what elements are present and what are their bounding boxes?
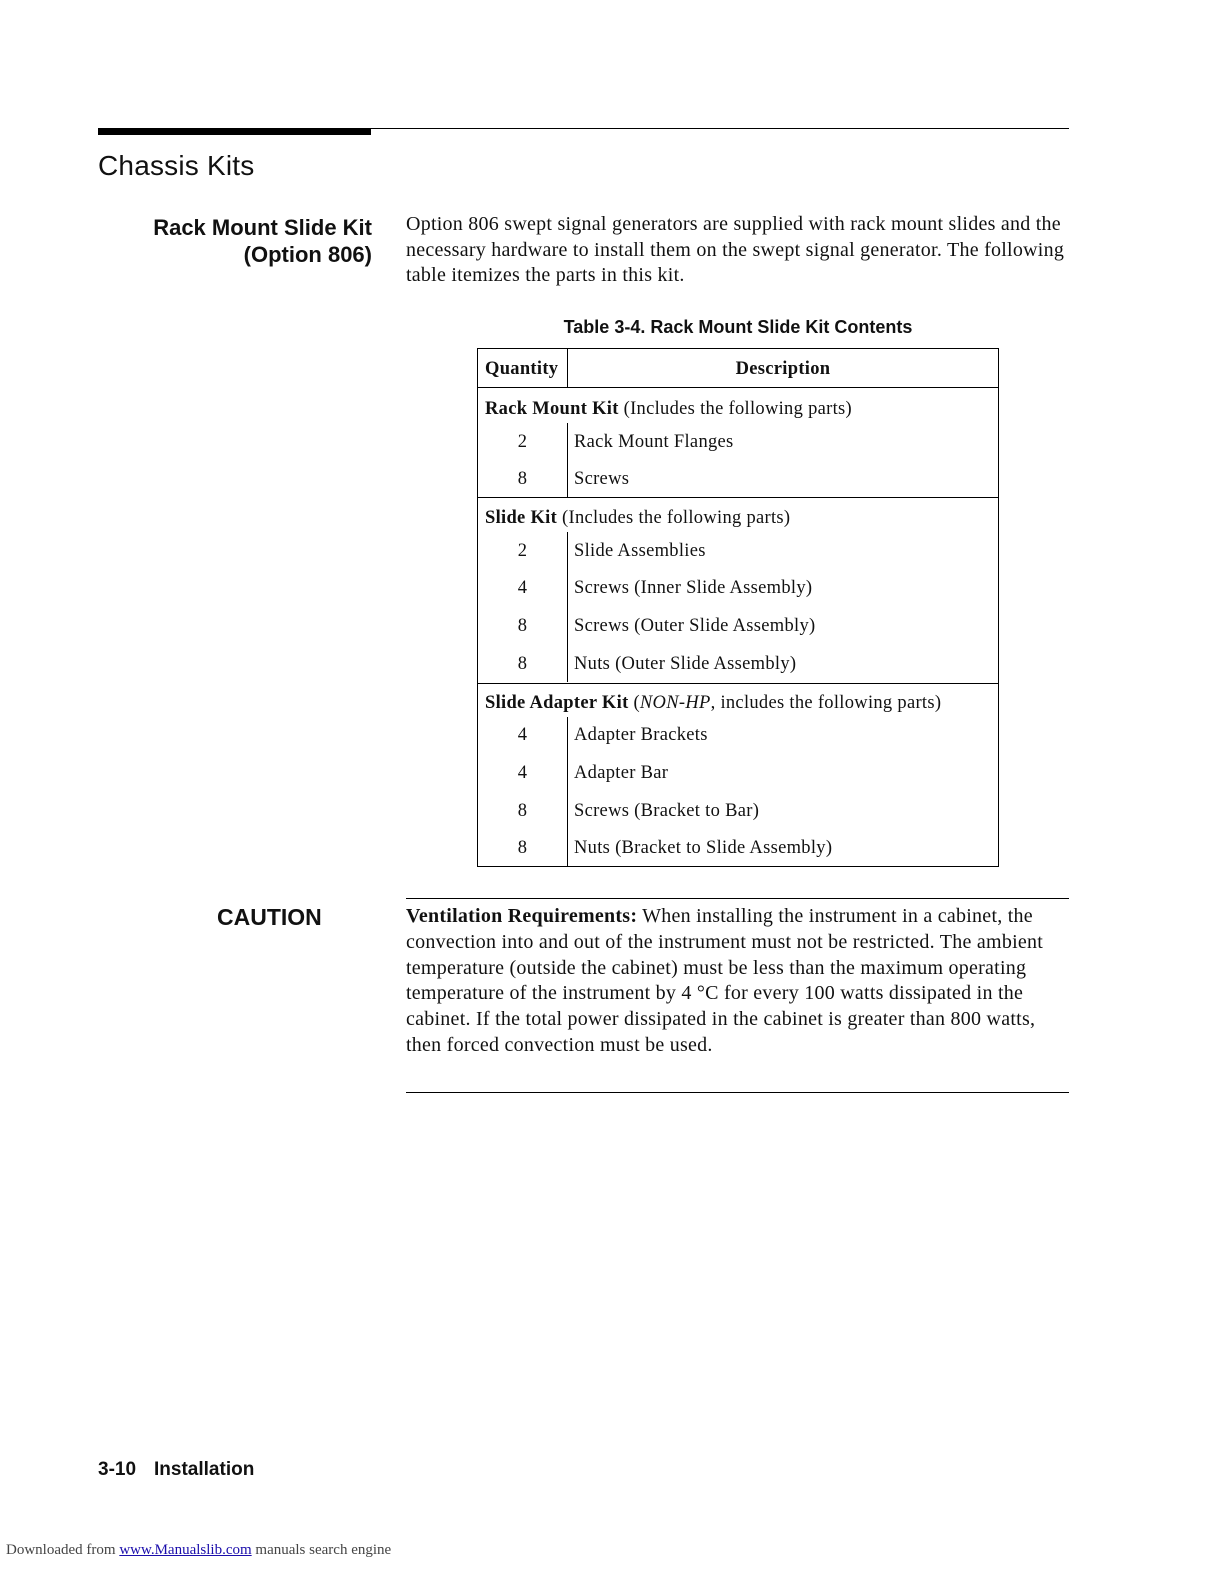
caution-rule-bottom [406,1092,1069,1093]
manualslib-link[interactable]: www.Manualslib.com [119,1542,252,1558]
group-divider [567,423,568,497]
side-heading-line1: Rack Mount Slide Kit [153,215,372,240]
page-number: 3-10 [98,1459,137,1480]
item-qty: 2 [517,432,528,452]
item-desc: Screws [574,469,630,489]
item-desc: Screws (Outer Slide Assembly) [574,616,816,636]
kit-contents-table [477,348,999,867]
header-rule [478,387,998,388]
download-note: Downloaded from www.Manualslib.com manuals search engine [6,1542,392,1558]
item-qty: 2 [517,541,528,561]
item-qty: 8 [517,469,528,489]
caution-paragraph: Ventilation Requirements: When installing the instrument in a cabinet, the convection into and out of the instrument must not be restricted. The ambient temperature (outside the cabinet) must be less than the maximum operating temperature of the instrument by 4 °C for every 100 watts dissipated in the cabinet. If the total power dissipated in the cabinet is greater than 800 watts, then forced convection must be used. [406,905,1044,1056]
side-heading [98,214,372,268]
table-caption: Table 3-4. Rack Mount Slide Kit Contents [563,317,913,337]
caution-label: CAUTION [217,904,322,930]
side-heading-line2: (Option 806) [243,242,372,267]
column-header-description: Description [735,359,831,379]
item-qty: 4 [517,763,528,783]
intro-paragraph: Option 806 swept signal generators are supplied with rack mount slides and the necessary hardware to install them on the swept signal generator. The following table itemizes the parts in this kit. [406,213,1065,287]
item-desc: Screws (Bracket to Bar) [574,801,760,821]
item-desc: Slide Assemblies [574,541,706,561]
caution-rule-top [406,898,1069,899]
item-desc: Nuts (Bracket to Slide Assembly) [574,838,833,858]
footer-section: Installation [154,1459,255,1480]
header-rule-thick [98,128,371,135]
group-title-slide-kit: Slide Kit (Includes the following parts) [485,508,791,528]
item-qty: 4 [517,725,528,745]
item-desc: Adapter Brackets [574,725,708,745]
item-desc: Screws (Inner Slide Assembly) [574,578,813,598]
group-rule [478,683,998,684]
item-qty: 4 [517,578,528,598]
header-divider [567,349,568,387]
item-desc: Nuts (Outer Slide Assembly) [574,654,797,674]
item-qty: 8 [517,616,528,636]
section-title: Chassis Kits [98,150,255,181]
group-divider [567,532,568,682]
group-divider [567,717,568,867]
group-rule [478,497,998,498]
column-header-quantity: Quantity [485,359,559,379]
item-qty: 8 [517,801,528,821]
header-rule-thin [371,128,1069,129]
item-desc: Rack Mount Flanges [574,432,734,452]
item-desc: Adapter Bar [574,763,669,783]
item-qty: 8 [517,654,528,674]
group-title-slide-adapter-kit: Slide Adapter Kit (NON-HP, includes the following parts) [485,693,942,713]
group-title-rack-mount-kit: Rack Mount Kit (Includes the following parts) [485,399,852,419]
item-qty: 8 [517,838,528,858]
page-footer [98,1459,272,1481]
